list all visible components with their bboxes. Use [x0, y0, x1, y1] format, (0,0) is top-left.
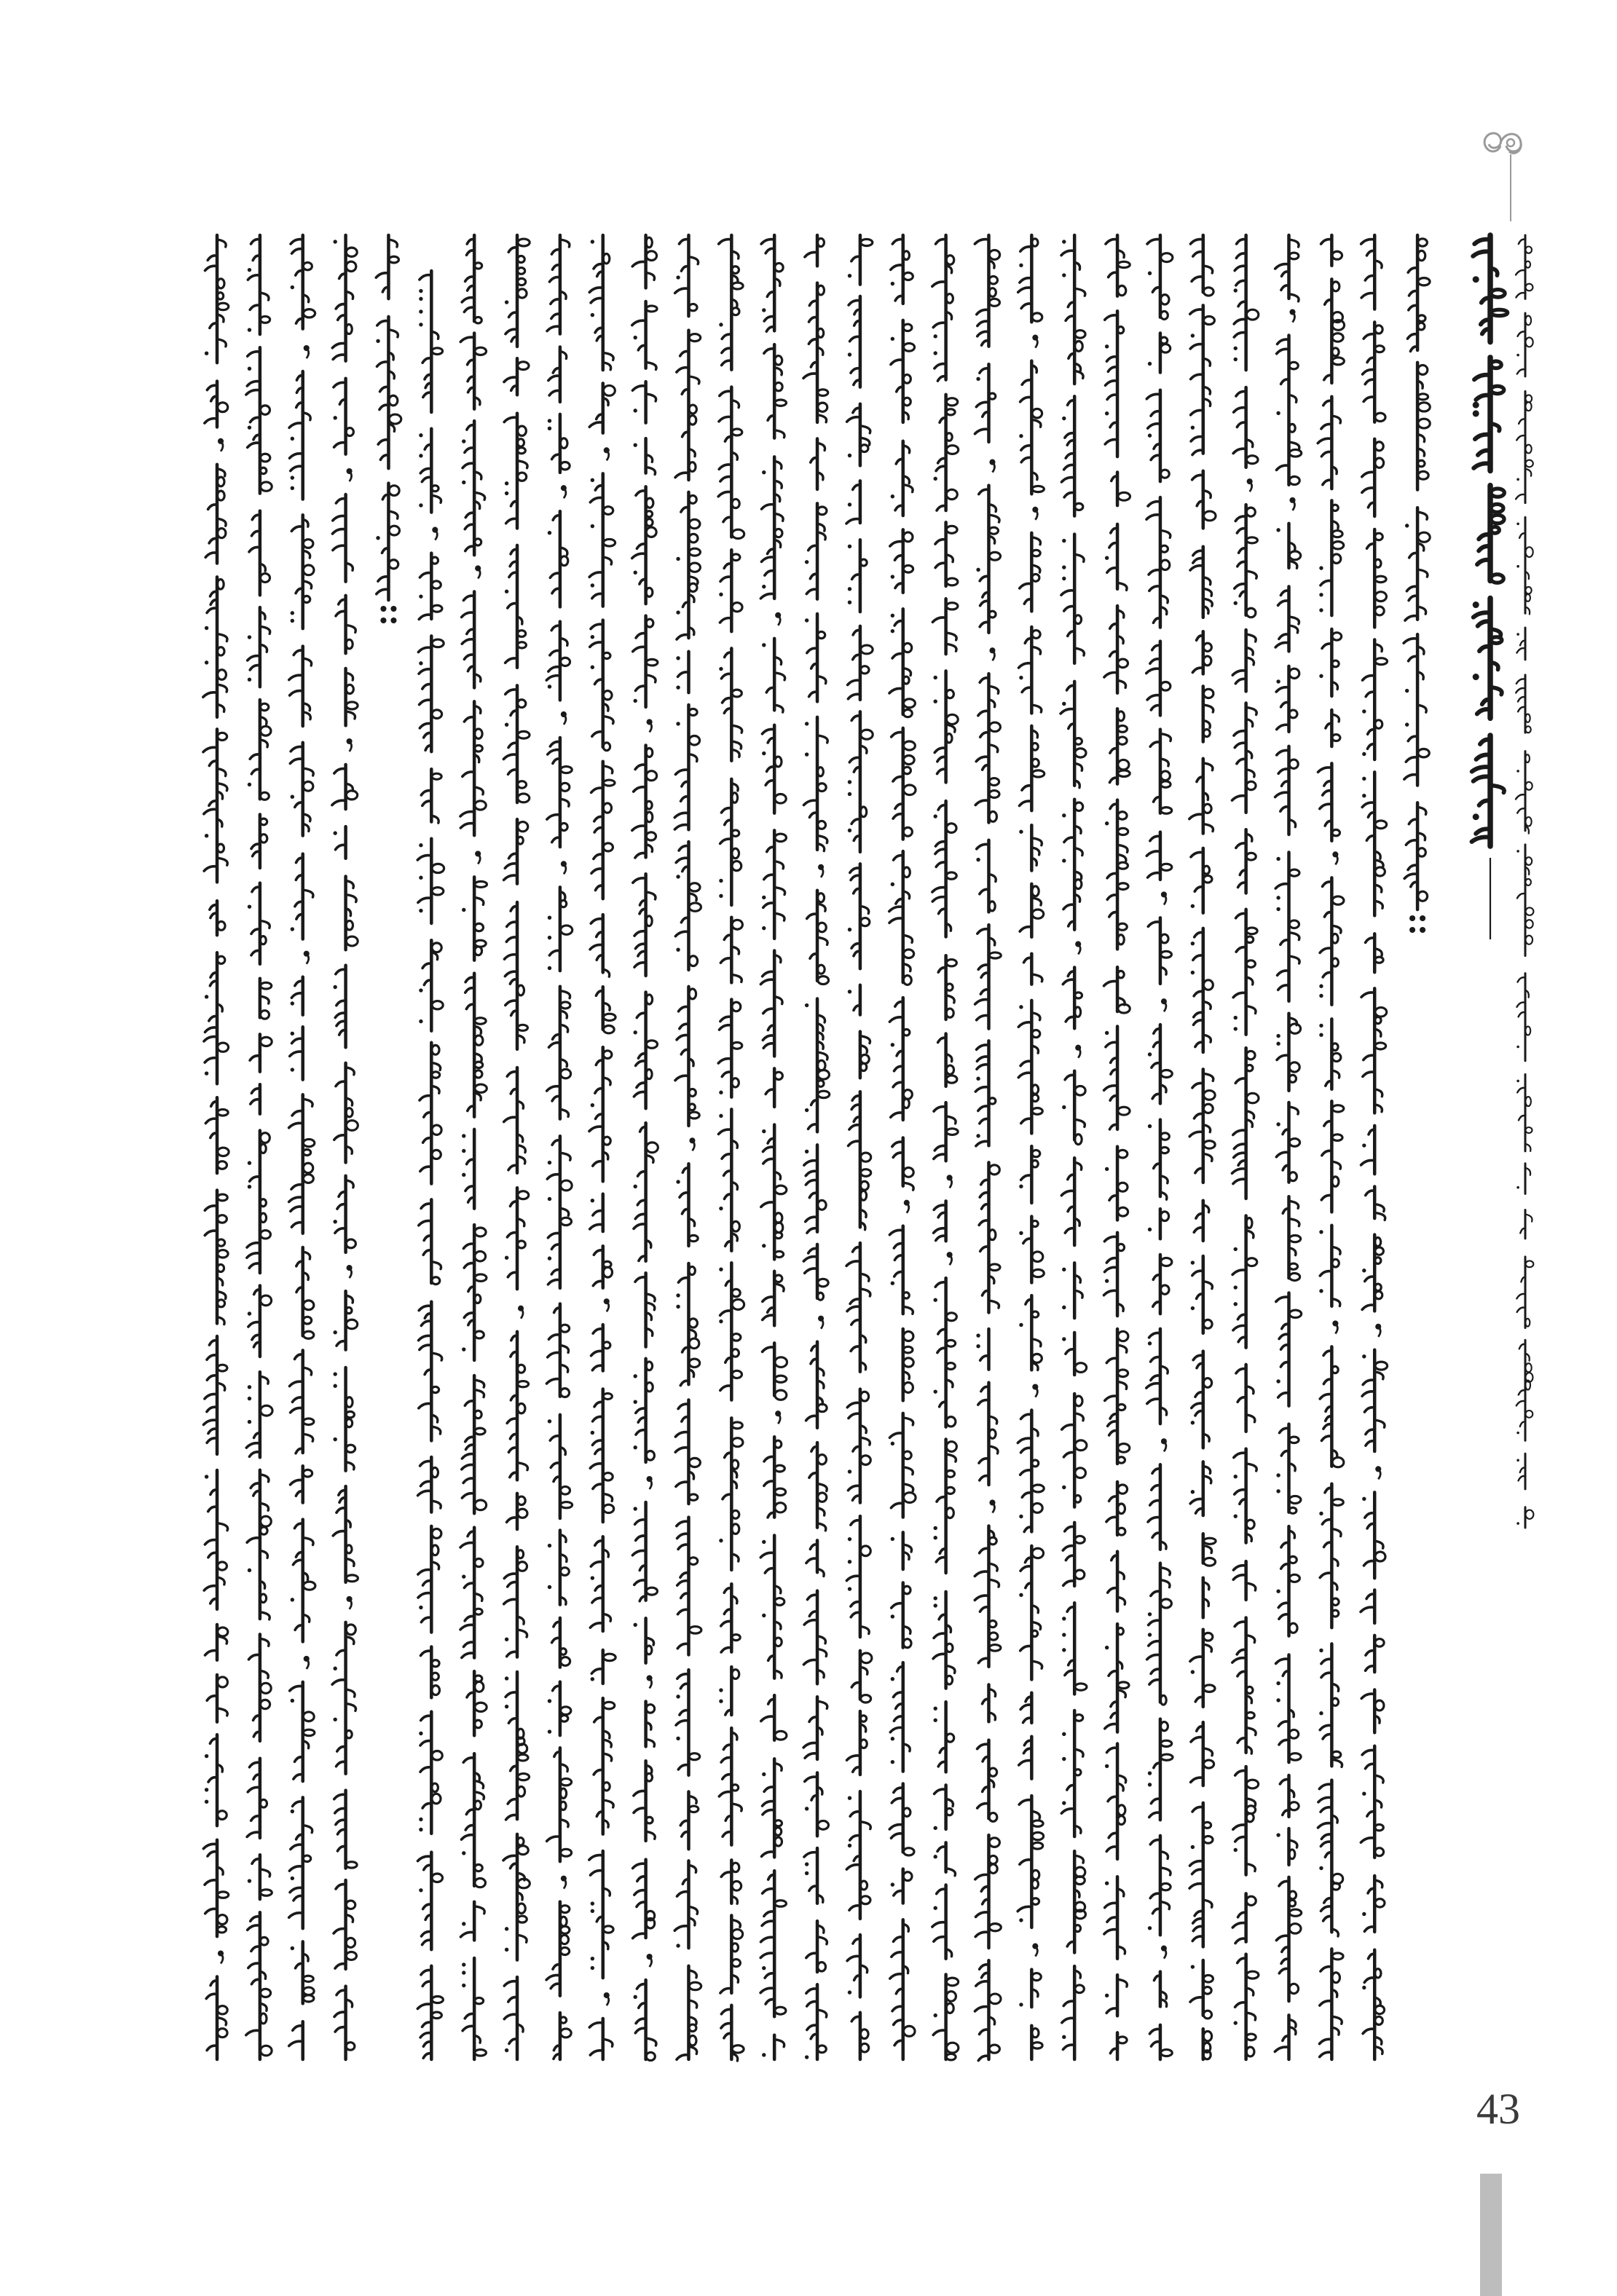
text-column — [1104, 235, 1130, 2059]
header-ornament-icon — [1484, 133, 1521, 221]
text-column — [376, 235, 401, 623]
text-column — [1018, 235, 1044, 2059]
text-column — [889, 235, 916, 2059]
text-column — [975, 235, 1001, 2061]
text-column — [1061, 235, 1087, 2059]
header-title — [1472, 235, 1508, 846]
text-column — [246, 235, 272, 2059]
text-column — [1146, 235, 1173, 2059]
text-column — [546, 235, 573, 2059]
header-subtitle — [1516, 235, 1533, 1528]
text-column — [503, 235, 530, 2059]
text-column — [1232, 235, 1259, 2059]
text-column — [1318, 235, 1344, 2059]
text-column — [332, 235, 358, 2059]
text-column — [846, 235, 873, 2059]
text-column — [1189, 235, 1216, 2059]
text-column — [417, 271, 444, 2059]
text-column — [203, 235, 229, 2059]
text-column — [632, 235, 658, 2061]
page-number: 43 — [1476, 2085, 1520, 2133]
text-column — [803, 235, 830, 2059]
text-column — [589, 235, 615, 2059]
text-column — [1404, 235, 1430, 933]
running-header — [1472, 235, 1534, 1528]
text-column — [1361, 235, 1388, 2059]
text-column — [718, 235, 744, 2061]
text-column — [674, 235, 701, 2059]
body-text — [203, 235, 1430, 2061]
page-edge-bar — [1480, 2174, 1502, 2296]
text-column — [760, 235, 787, 2059]
text-column — [932, 235, 959, 2060]
text-column — [1275, 235, 1301, 2059]
text-column — [460, 235, 487, 2059]
text-column — [289, 235, 315, 2059]
